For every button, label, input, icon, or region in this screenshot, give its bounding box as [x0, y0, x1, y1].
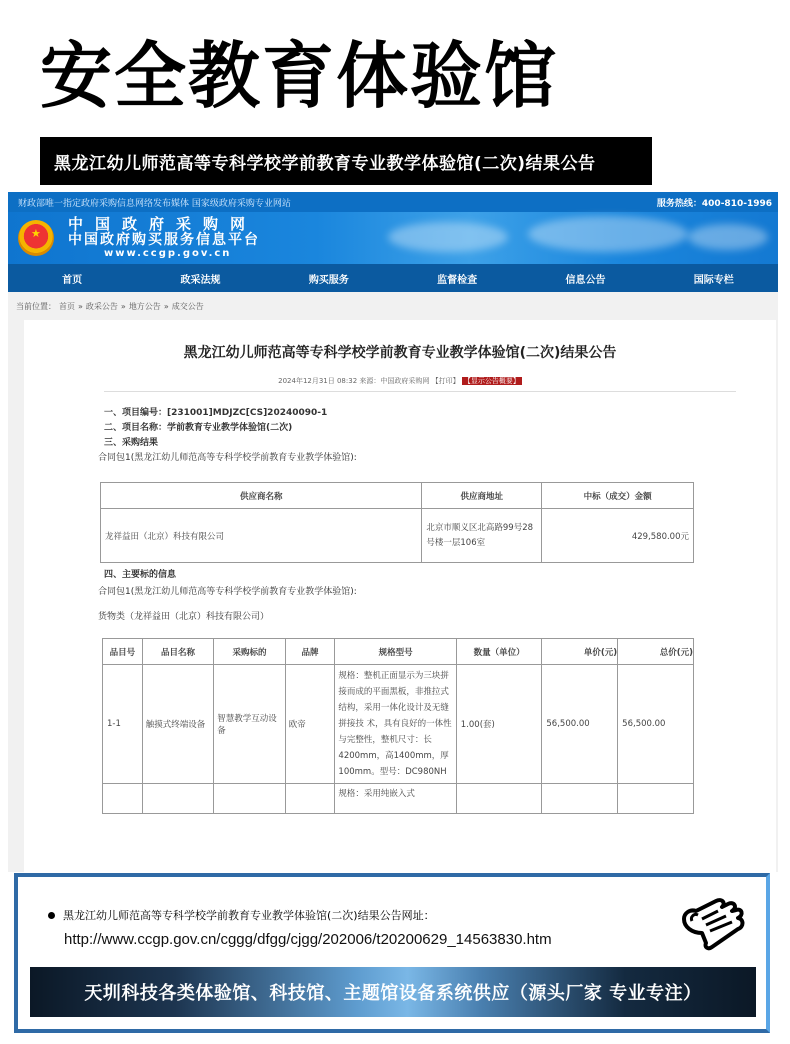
nav-supervision[interactable]: 监督检查 — [437, 274, 478, 286]
site-header — [8, 212, 778, 264]
col-quantity: 数量（单位） — [456, 639, 542, 665]
notice-meta — [24, 376, 776, 386]
item-name: 触摸式终端设备 — [142, 665, 213, 784]
package-label-2: 合同包1(黑龙江幼儿师范高等专科学校学前教育专业教学体验馆): — [98, 587, 357, 597]
award-amount: 429,580.00元 — [542, 509, 694, 563]
col-target: 采购标的 — [214, 639, 285, 665]
supplier-name: 龙祥益田（北京）科技有限公司 — [101, 509, 422, 563]
col-total-price: 总价(元) — [618, 639, 694, 665]
item-no: 1-1 — [103, 665, 143, 784]
pointing-hand-icon — [672, 891, 752, 953]
info-card — [14, 873, 770, 1033]
col-item-no: 品目号 — [103, 639, 143, 665]
breadcrumb-sep: » — [120, 301, 126, 311]
item-total-price: 56,500.00 — [618, 665, 694, 784]
col-spec: 规格型号 — [335, 639, 456, 665]
breadcrumb-gov-announcements[interactable]: 政采公告 — [85, 301, 118, 311]
supplier-address: 北京市顺义区北高路99号28号楼一层106室 — [422, 509, 542, 563]
package-label: 合同包1(黑龙江幼儿师范高等专科学校学前教育专业教学体验馆): — [98, 453, 357, 463]
notice-document — [24, 320, 776, 872]
breadcrumb-sep: » — [163, 301, 169, 311]
promo-text: 天圳科技各类体验馆、科技馆、主题馆设备系统供应（源头厂家 专业专注） — [84, 983, 702, 1004]
link-label-row — [48, 907, 435, 923]
nav-home[interactable]: 首页 — [62, 274, 83, 286]
items-table — [102, 638, 694, 814]
project-number: 一、项目编号：[231001]MDJZC[CS]20240090-1 — [104, 408, 328, 418]
print-link[interactable]: 【打印】 — [431, 377, 460, 385]
logo-line2: 中国政府购买服务信息平台 — [68, 232, 260, 248]
site-logo[interactable] — [68, 216, 260, 260]
section-results-heading: 三、采购结果 — [104, 438, 159, 448]
table-row — [103, 665, 694, 784]
result-table — [100, 482, 694, 563]
nav-announcements[interactable]: 信息公告 — [565, 274, 606, 286]
col-brand: 品牌 — [285, 639, 335, 665]
breadcrumb-label: 当前位置： — [16, 301, 56, 311]
notice-date: 2024年12月31日 08:32 — [278, 377, 358, 385]
notice-source: 来源：中国政府采购网 — [359, 377, 430, 385]
poster-title: 安全教育体验馆 — [40, 34, 559, 118]
ccgp-screenshot — [8, 192, 778, 872]
project-name: 二、项目名称：学前教育专业教学体验馆(二次) — [104, 423, 293, 433]
breadcrumb-sep: » — [78, 301, 83, 311]
poster-subtitle: 黑龙江幼儿师范高等专科学校学前教育专业教学体验馆(二次)结果公告 — [54, 153, 596, 174]
site-tagline: 财政部唯一指定政府采购信息网络发布媒体 国家级政府采购专业网站 — [18, 198, 291, 209]
col-unit-price: 单价(元) — [542, 639, 618, 665]
breadcrumb-deal-announcements[interactable]: 成交公告 — [171, 301, 204, 311]
item-quantity: 1.00(套) — [456, 665, 542, 784]
divider — [104, 391, 736, 392]
table-row — [103, 784, 694, 814]
main-nav — [8, 264, 778, 292]
promo-banner — [30, 967, 756, 1017]
section-main-items-heading: 四、主要标的信息 — [104, 570, 177, 580]
goods-label: 货物类（龙祥益田（北京）科技有限公司） — [98, 612, 270, 622]
notice-title: 黑龙江幼儿师范高等专科学校学前教育专业教学体验馆(二次)结果公告 — [183, 345, 617, 361]
national-emblem-icon: ★ — [18, 220, 54, 256]
item-target: 智慧教学互动设备 — [214, 665, 285, 784]
breadcrumb — [8, 292, 778, 320]
item-unit-price: 56,500.00 — [542, 665, 618, 784]
hotline: 服务热线：400-810-1996 — [656, 198, 772, 209]
breadcrumb-home[interactable]: 首页 — [59, 301, 75, 311]
notice-url[interactable]: http://www.ccgp.gov.cn/cggg/dfgg/cjgg/202006/t20200629_14563830.htm — [64, 931, 552, 948]
item-brand: 欧帝 — [285, 665, 335, 784]
nav-purchase-services[interactable]: 购买服务 — [308, 274, 349, 286]
logo-url: www.ccgp.gov.cn — [104, 248, 232, 259]
poster-subtitle-banner — [40, 137, 652, 185]
col-award-amount: 中标（成交）金额 — [542, 483, 694, 509]
nav-regulations[interactable]: 政采法规 — [180, 274, 221, 286]
nav-international[interactable]: 国际专栏 — [693, 274, 734, 286]
item-spec: 规格：采用纯嵌入式 — [335, 784, 456, 814]
item-spec: 规格：整机正面显示为三块拼接而成的平面黑板，非推拉式结构，采用一体化设计及无缝拼接技 术，具有良好的一体性与完整性，整机尺寸：长4200mm，高1400mm，厚100mm。型号：DC980NH — [335, 665, 456, 784]
bullet-icon — [48, 912, 55, 919]
col-item-name: 品目名称 — [142, 639, 213, 665]
col-supplier-name: 供应商名称 — [101, 483, 422, 509]
table-row — [101, 509, 694, 563]
breadcrumb-local-announcements[interactable]: 地方公告 — [128, 301, 161, 311]
show-summary-button[interactable]: 【显示公告概要】 — [463, 377, 520, 385]
col-supplier-address: 供应商地址 — [422, 483, 542, 509]
site-top-strip — [8, 192, 778, 212]
logo-line1: 中国政府采购网 — [68, 215, 258, 233]
link-label: 黑龙江幼儿师范高等专科学校学前教育专业教学体验馆(二次)结果公告网址： — [63, 909, 435, 922]
